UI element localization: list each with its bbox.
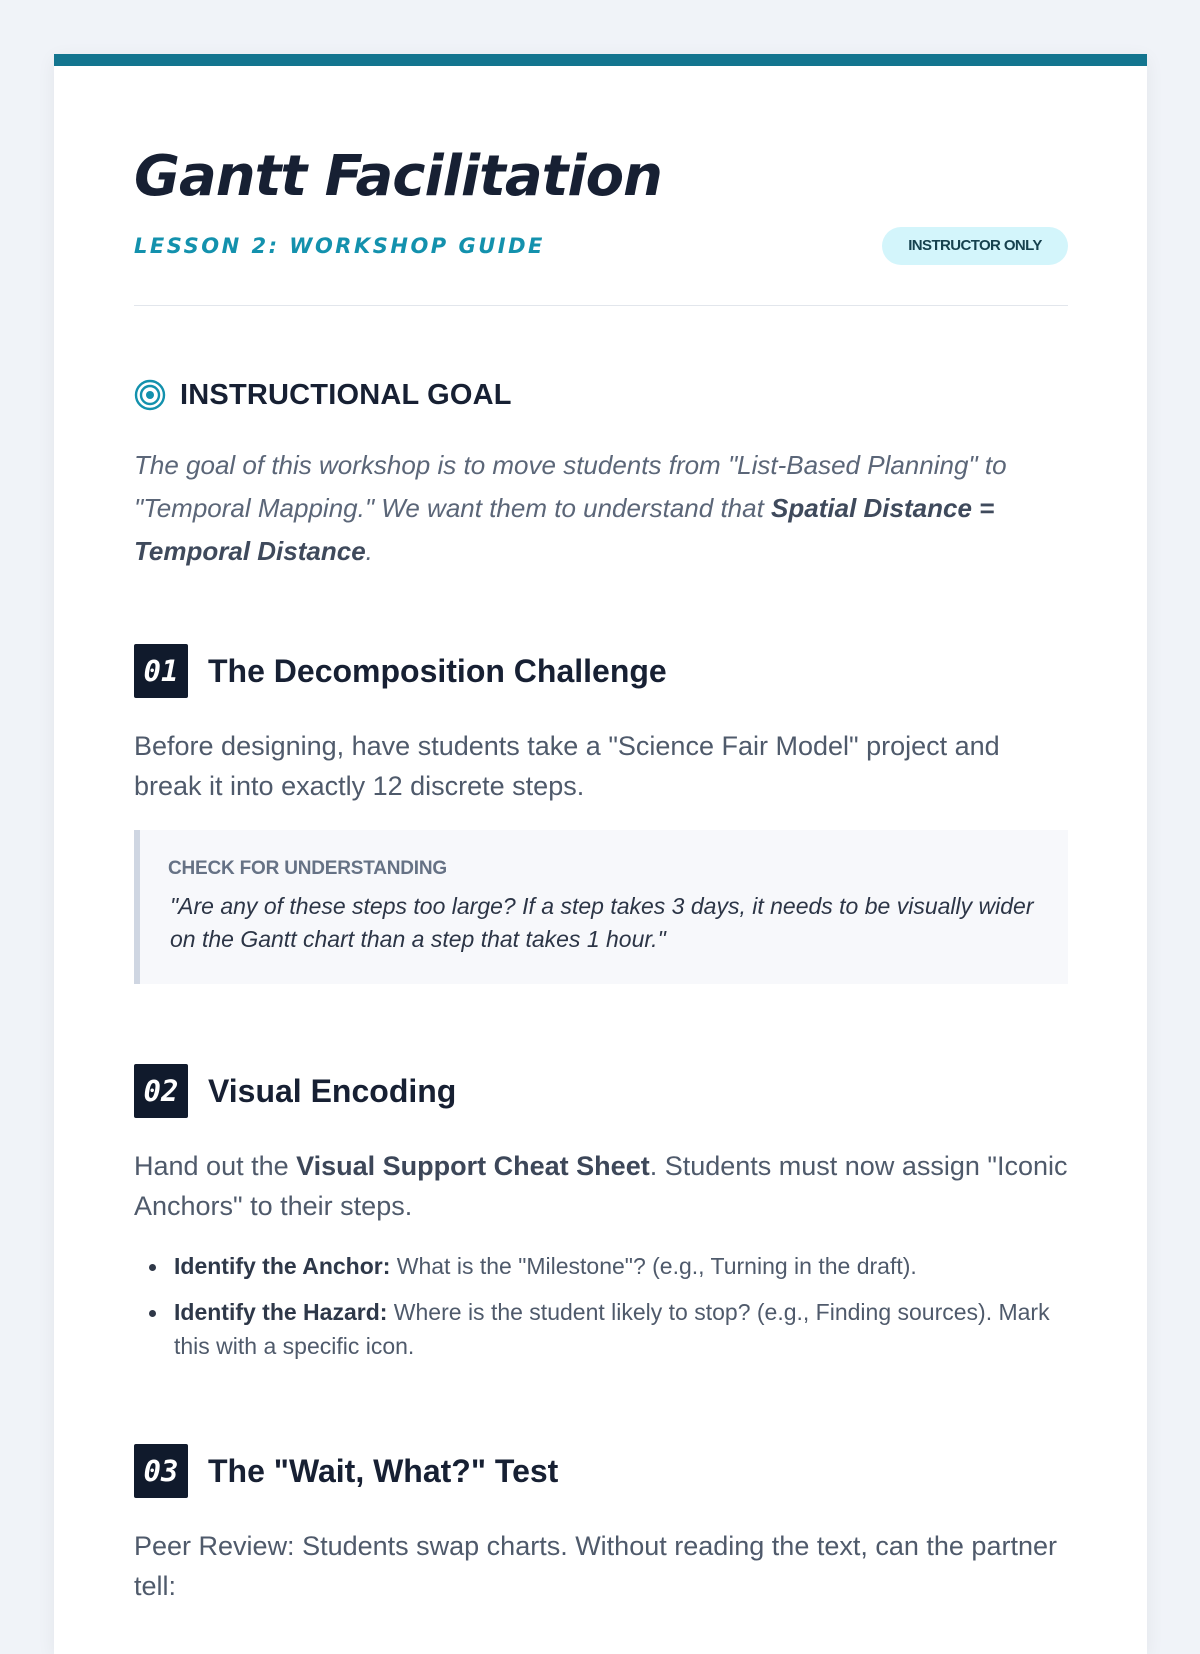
callout-quote: "Are any of these steps too large? If a step takes 3 days, it needs to be visually wider on the Gantt chart than a step that takes 1 hour.": [170, 893, 1034, 952]
top-accent-bar: [54, 54, 1147, 66]
target-icon: [134, 379, 166, 411]
section-02-body-after: . Students must now assign "Iconic Anchors" to their steps.: [134, 1151, 1068, 1221]
list-item: [134, 1295, 1068, 1363]
section-title: The Decomposition Challenge: [208, 652, 667, 689]
header-divider: [134, 305, 1068, 306]
section-01-body: Before designing, have students take a "Science Fair Model" project and break it into exactly 12 discrete steps.: [134, 731, 1000, 801]
bullet-text: What is the "Milestone"? (e.g., Turning in the draft).: [390, 1253, 917, 1279]
list-item: [134, 1249, 1068, 1283]
section-02-body: [134, 1146, 1068, 1226]
encoding-bullet-list: [134, 1249, 1068, 1375]
goal-title: INSTRUCTIONAL GOAL: [180, 378, 512, 411]
instructional-goal-heading: [134, 377, 512, 413]
bullet-text: Where is the student likely to stop? (e.g., Finding sources). Mark this with a specific icon.: [174, 1299, 1050, 1359]
goal-description: [134, 444, 1068, 573]
goal-text-before: The goal of this workshop is to move students from "List-Based Planning" to "Temporal Mapping." We want them to understand that: [134, 450, 1007, 523]
bullet-label: Identify the Anchor:: [174, 1253, 391, 1279]
section-03-body: Peer Review: Students swap charts. Without reading the text, can the partner tell:: [134, 1531, 1057, 1601]
section-number-badge: 02: [134, 1064, 188, 1118]
section-01-heading: [134, 644, 667, 698]
goal-text-emphasis: Spatial Distance = Temporal Distance: [134, 493, 995, 566]
goal-text-after: .: [365, 536, 373, 566]
cheat-sheet-name: Visual Support Cheat Sheet: [296, 1151, 650, 1181]
section-02-heading: [134, 1064, 456, 1118]
bullet-label: Identify the Hazard:: [174, 1299, 388, 1325]
section-02-body-before: Hand out the: [134, 1151, 297, 1181]
check-for-understanding-callout: [134, 830, 1068, 984]
section-title: Visual Encoding: [208, 1072, 457, 1109]
instructor-only-badge: INSTRUCTOR ONLY: [882, 227, 1068, 265]
section-number-badge: 01: [134, 644, 188, 698]
callout-label: CHECK FOR UNDERSTANDING: [168, 858, 447, 879]
page-title: Gantt Facilitation: [134, 144, 662, 209]
section-number-badge: 03: [134, 1444, 188, 1498]
guide-page: [54, 54, 1147, 1654]
section-title: The "Wait, What?" Test: [208, 1452, 559, 1489]
page-subtitle: LESSON 2: WORKSHOP GUIDE: [134, 234, 545, 258]
section-03-heading: [134, 1444, 558, 1498]
